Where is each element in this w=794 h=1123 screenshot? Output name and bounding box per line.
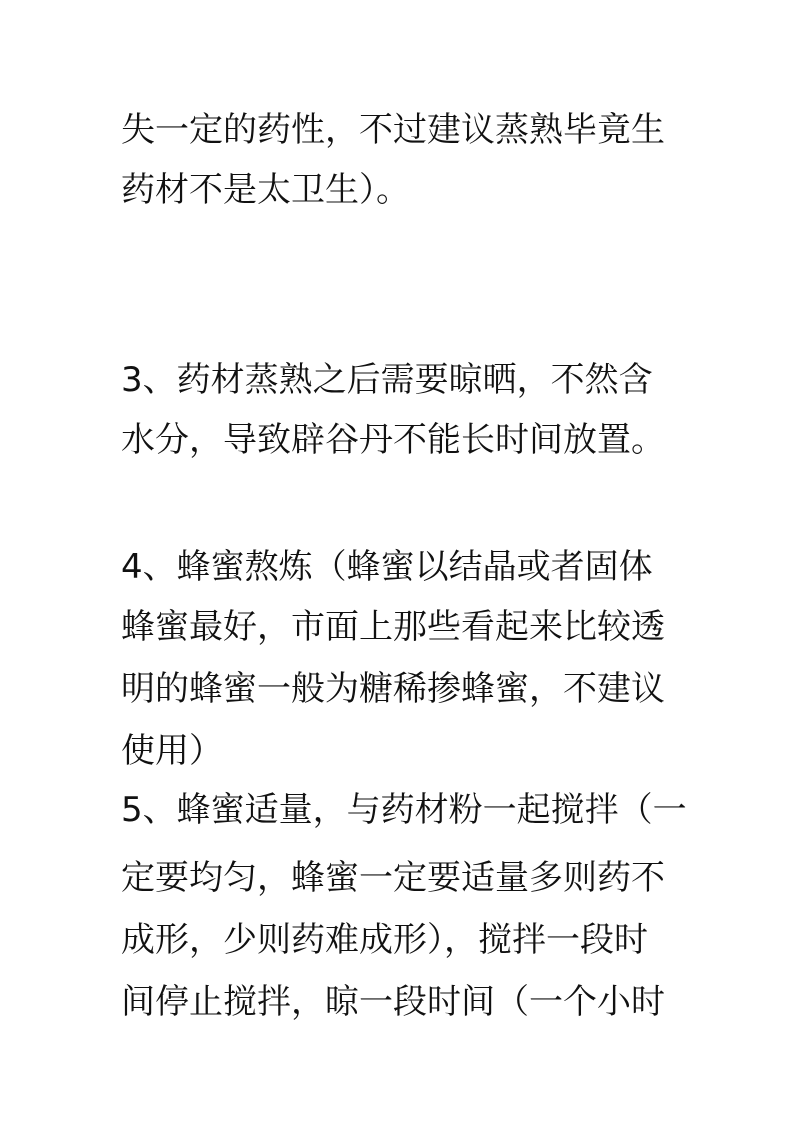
text-line: 成形，少则药难成形），搅拌一段时 (121, 920, 648, 960)
text-line: 使用） (121, 731, 223, 771)
text-line: 4、蜂蜜熬炼（蜂蜜以结晶或者固体 (121, 547, 653, 587)
text-line: 间停止搅拌，晾一段时间（一个小时 (121, 982, 665, 1022)
text-line: 5、蜂蜜适量，与药材粉一起搅拌（一 (121, 790, 687, 830)
text-line: 水分，导致辟谷丹不能长时间放置。 (121, 420, 665, 460)
text-line: 明的蜂蜜一般为糖稀掺蜂蜜，不建议 (121, 669, 665, 709)
text-line: 定要均匀，蜂蜜一定要适量多则药不 (121, 858, 665, 898)
text-line: 药材不是太卫生）。 (121, 170, 410, 210)
text-line: 蜂蜜最好，市面上那些看起来比较透 (121, 607, 665, 647)
text-line: 3、药材蒸熟之后需要晾晒，不然含 (121, 360, 653, 400)
text-line: 失一定的药性，不过建议蒸熟毕竟生 (121, 110, 665, 150)
